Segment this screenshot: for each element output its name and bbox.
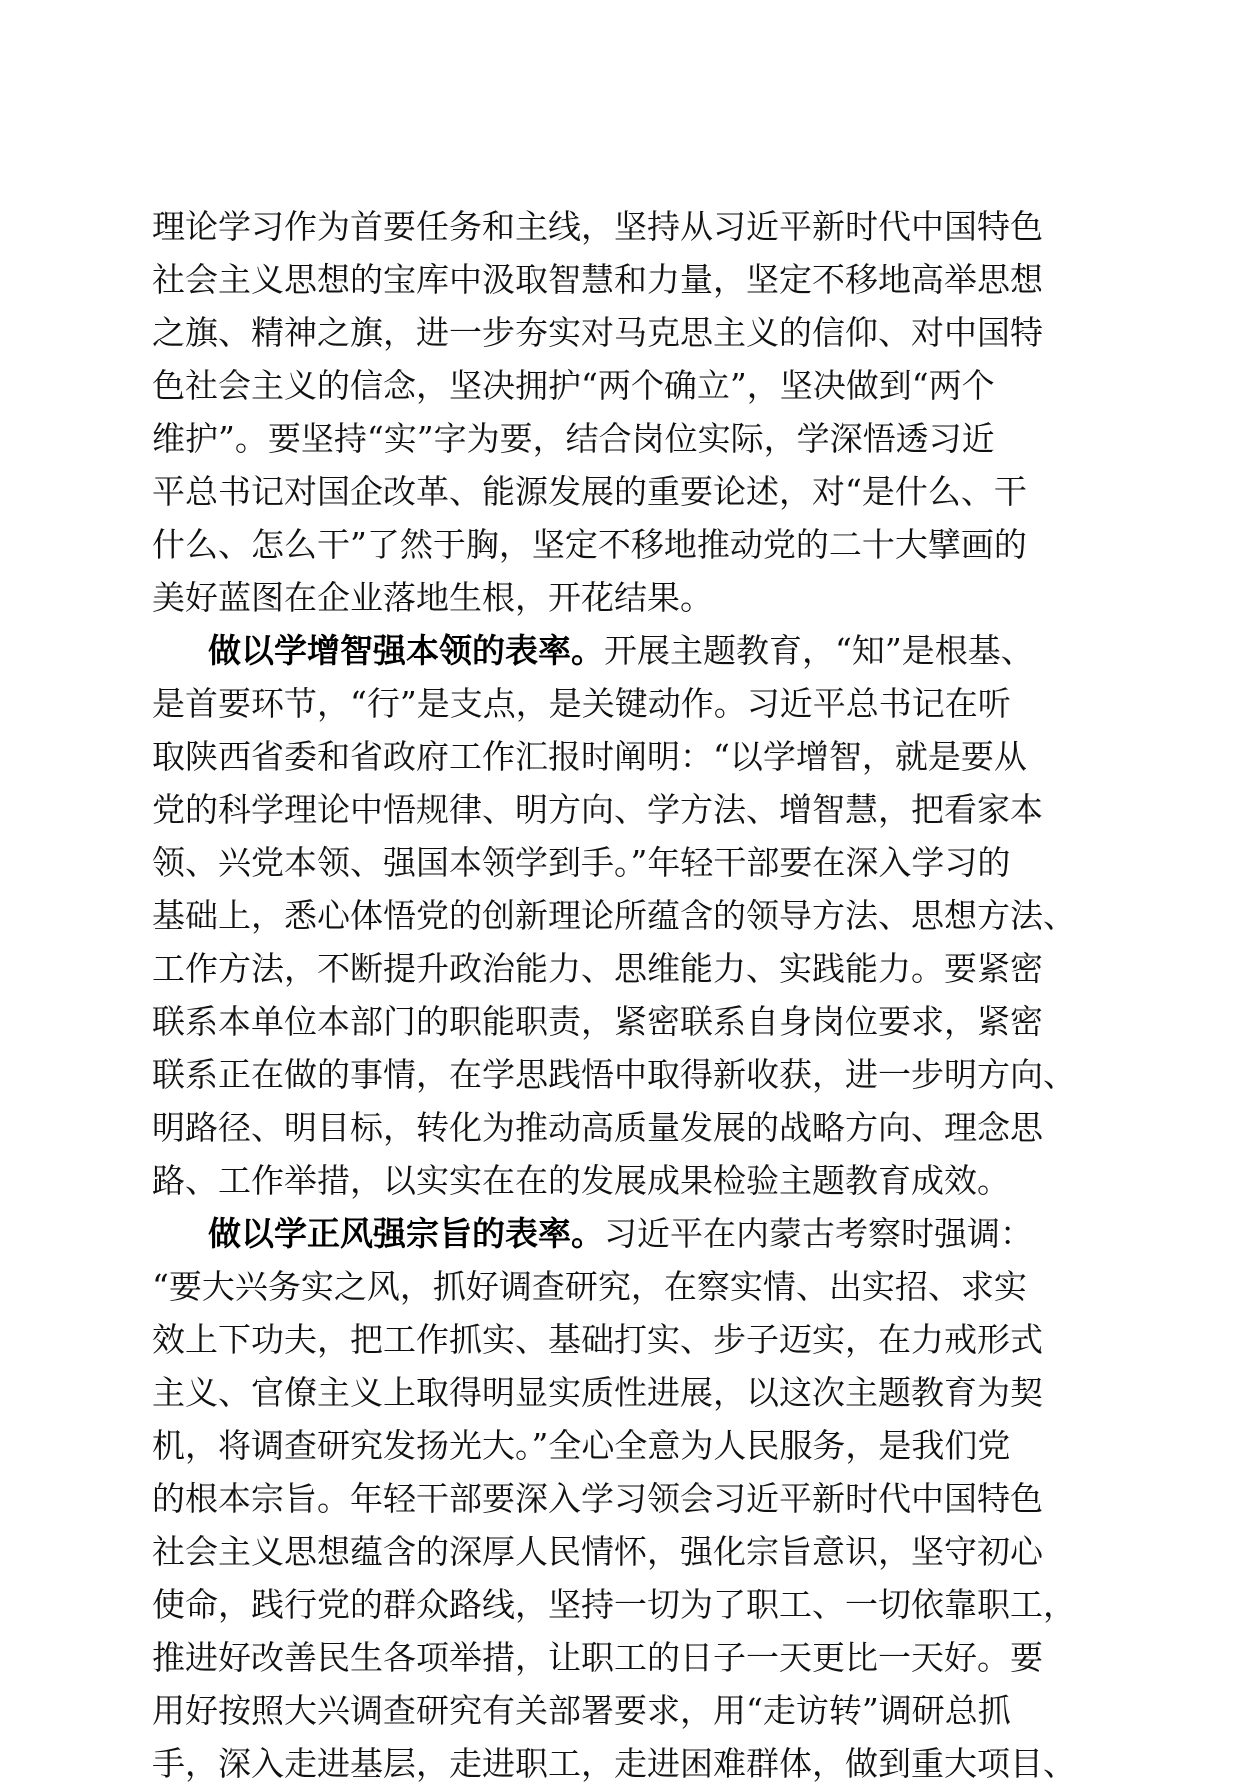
paragraph-first-line	[152, 624, 1088, 677]
text-line: 主义、官僚主义上取得明显实质性进展，以这次主题教育为契	[152, 1373, 1043, 1412]
text-line: 领、兴党本领、强国本领学到手。”年轻干部要在深入学习的	[152, 843, 1011, 882]
text-line: 维护”。要坚持“实”字为要，结合岗位实际，学深悟透习近	[152, 419, 995, 458]
text-line: 取陕西省委和省政府工作汇报时阐明：“以学增智，就是要从	[152, 737, 1027, 776]
text-line: 效上下功夫，把工作抓实、基础打实、步子迈实，在力戒形式	[152, 1320, 1043, 1359]
text-span: 开展主题教育，“知”是根基、	[604, 631, 1034, 670]
text-line: 色社会主义的信念，坚决拥护“两个确立”，坚决做到“两个	[152, 366, 995, 405]
text-line: 的根本宗旨。年轻干部要深入学习领会习近平新时代中国特色	[152, 1479, 1043, 1518]
text-line: 美好蓝图在企业落地生根，开花结果。	[152, 578, 713, 617]
text-line: 用好按照大兴调查研究有关部署要求，用“走访转”调研总抓	[152, 1691, 1011, 1730]
text-line: 之旗、精神之旗，进一步夯实对马克思主义的信仰、对中国特	[152, 313, 1043, 352]
text-line: 手，深入走进基层，走进职工，走进困难群体，做到重大项目、	[152, 1744, 1076, 1783]
text-line: 明路径、明目标，转化为推动高质量发展的战略方向、理念思	[152, 1108, 1043, 1147]
text-line: 推进好改善民生各项举措，让职工的日子一天更比一天好。要	[152, 1638, 1043, 1677]
text-line: 工作方法，不断提升政治能力、思维能力、实践能力。要紧密	[152, 949, 1043, 988]
text-line: 社会主义思想蕴含的深厚人民情怀，强化宗旨意识，坚守初心	[152, 1532, 1043, 1571]
text-line: 联系本单位本部门的职能职责，紧密联系自身岗位要求，紧密	[152, 1002, 1043, 1041]
text-line: 基础上，悉心体悟党的创新理论所蕴含的领导方法、思想方法、	[152, 896, 1076, 935]
section-heading: 做以学正风强宗旨的表率。	[208, 1214, 604, 1253]
body-text	[152, 200, 1088, 1790]
text-line: “要大兴务实之风，抓好调查研究，在察实情、出实招、求实	[152, 1267, 1027, 1306]
text-line: 路、工作举措，以实实在在的发展成果检验主题教育成效。	[152, 1161, 1010, 1200]
text-line: 社会主义思想的宝库中汲取智慧和力量，坚定不移地高举思想	[152, 260, 1043, 299]
text-line: 平总书记对国企改革、能源发展的重要论述，对“是什么、干	[152, 472, 1027, 511]
text-line: 联系正在做的事情，在学思践悟中取得新收获，进一步明方向、	[152, 1055, 1076, 1094]
section-heading: 做以学增智强本领的表率。	[208, 631, 604, 670]
text-line: 是首要环节，“行”是支点，是关键动作。习近平总书记在听	[152, 684, 1011, 723]
text-line: 机，将调查研究发扬光大。”全心全意为人民服务，是我们党	[152, 1426, 1011, 1465]
text-line: 什么、怎么干”了然于胸，坚定不移地推动党的二十大擘画的	[152, 525, 1027, 564]
text-line: 理论学习作为首要任务和主线，坚持从习近平新时代中国特色	[152, 207, 1043, 246]
text-span: 习近平在内蒙古考察时强调：	[604, 1214, 1033, 1253]
paragraph-first-line	[152, 1207, 1088, 1260]
text-line: 党的科学理论中悟规律、明方向、学方法、增智慧，把看家本	[152, 790, 1043, 829]
text-line: 使命，践行党的群众路线，坚持一切为了职工、一切依靠职工，	[152, 1585, 1076, 1624]
